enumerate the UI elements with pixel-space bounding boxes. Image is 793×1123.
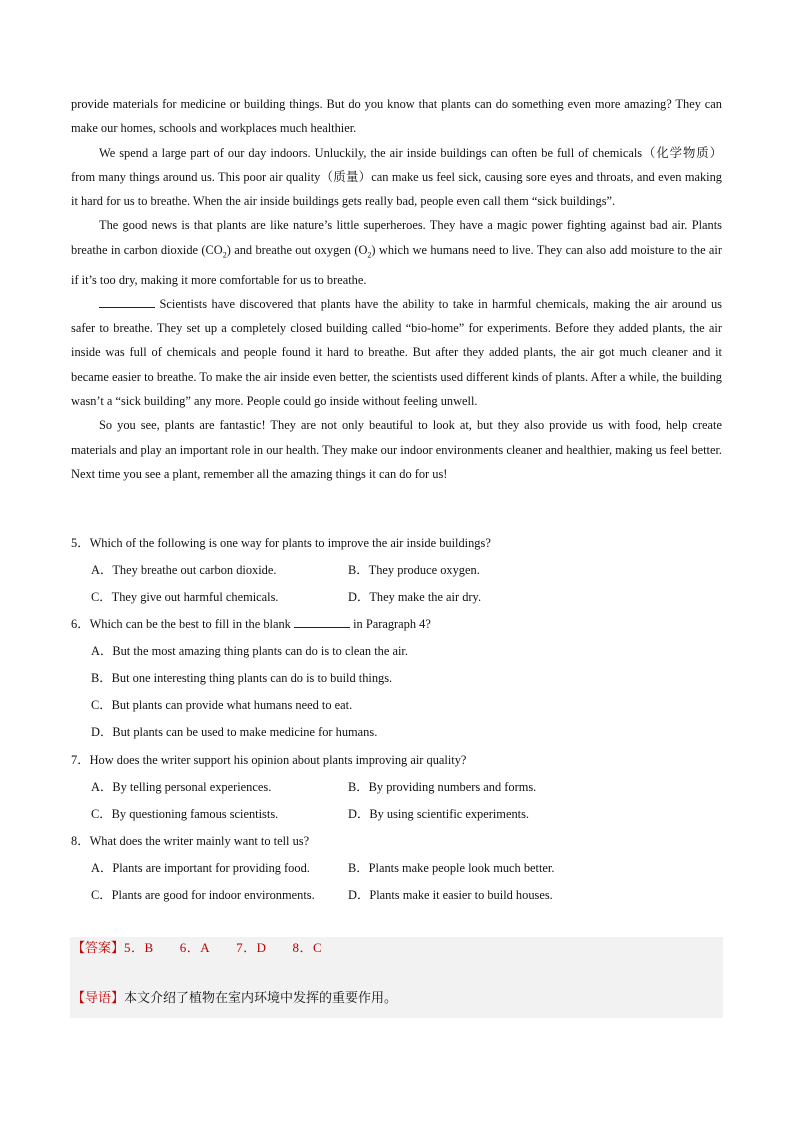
option-d[interactable]: D．By using scientific experiments. xyxy=(348,807,530,821)
paragraph-3-part-c: ) which we humans need to live. They can also add moisture to the air if it’s too dry, making it more comfortable for us to breathe. xyxy=(71,242,722,287)
o2-subscript: 2 xyxy=(367,250,372,260)
option-c[interactable]: C．Plants are good for indoor environments. xyxy=(91,888,315,902)
option-a[interactable]: A．They breathe out carbon dioxide. xyxy=(91,563,277,577)
answer-section xyxy=(70,937,723,1018)
guide-text: 本文介绍了植物在室内环境中发挥的重要作用。 xyxy=(124,991,398,1006)
answer-8: 8．C xyxy=(292,940,323,955)
option-c[interactable]: C．By questioning famous scientists. xyxy=(91,807,279,821)
question-5 xyxy=(71,530,722,611)
question-6 xyxy=(71,611,722,746)
blank-reference xyxy=(294,614,350,628)
answer-5: 5．B xyxy=(124,940,154,955)
answer-6: 6．A xyxy=(179,940,211,955)
answer-values xyxy=(124,940,348,955)
fill-in-blank[interactable] xyxy=(99,294,155,308)
question-stem: 7．How does the writer support his opinion about plants improving air quality? xyxy=(71,753,467,767)
option-b[interactable]: B．By providing numbers and forms. xyxy=(348,780,537,794)
paragraph-1: provide materials for medicine or building things. But do you know that plants can do something even more amazing? They can make our homes, schools and workplaces much healthier. xyxy=(71,97,722,136)
option-b[interactable]: B．They produce oxygen. xyxy=(348,563,480,577)
paragraph-2: We spend a large part of our day indoors. Unluckily, the air inside buildings can often be full of chemicals（化学物质）from many things around us. This poor air quality（质量）can make us feel sick, causing sore eyes and throats, and even making it hard for us to breathe. When the air inside buildings gets really bad, people even call them “sick buildings”. xyxy=(71,145,722,209)
answer-label: 【答案】 xyxy=(72,941,125,956)
option-c[interactable]: C．They give out harmful chemicals. xyxy=(91,590,279,604)
paragraph-3-part-b: ) and breathe out oxygen (O xyxy=(226,242,368,257)
question-stem-part-b: in Paragraph 4? xyxy=(349,617,431,631)
paragraph-3-part-a: The good news is that plants are like nature’s little superheroes. They have a magic power fighting against bad air. Plants breathe in carbon dioxide (CO xyxy=(71,218,722,257)
paragraph-3 xyxy=(71,213,722,291)
option-c[interactable]: C．But plants can provide what humans need to eat. xyxy=(91,698,353,712)
question-8 xyxy=(71,828,722,909)
guide-label: 【导语】 xyxy=(72,991,125,1006)
option-a[interactable]: A．By telling personal experiences. xyxy=(91,780,272,794)
question-stem: 8．What does the writer mainly want to tell us? xyxy=(71,834,310,848)
option-b[interactable]: B．But one interesting thing plants can do is to build things. xyxy=(91,671,393,685)
answer-7: 7．D xyxy=(236,940,267,955)
question-stem: 5．Which of the following is one way for plants to improve the air inside buildings? xyxy=(71,536,491,550)
paragraph-4-text: Scientists have discovered that plants have the ability to take in harmful chemicals, making the air around us safer to breathe. They set up a completely closed building called “bio-home” for experiments. Before they added plants, the air inside was full of chemicals and people found it hard to breathe. But after they added plants, the air got much cleaner and it became easier to breathe. To make the air inside even better, the scientists used different kinds of plants. After a while, the building wasn’t a “sick building” any more. People could go inside without feeling unwell. xyxy=(71,296,722,409)
paragraph-4 xyxy=(71,292,722,413)
option-d[interactable]: D．They make the air dry. xyxy=(348,590,482,604)
reading-passage xyxy=(71,92,722,486)
option-d[interactable]: D．But plants can be used to make medicine for humans. xyxy=(91,725,378,739)
question-7 xyxy=(71,747,722,828)
option-a[interactable]: A．Plants are important for providing food. xyxy=(91,861,310,875)
option-b[interactable]: B．Plants make people look much better. xyxy=(348,861,555,875)
answer-key xyxy=(72,938,348,959)
question-stem-part-a: 6．Which can be the best to fill in the blank xyxy=(71,617,294,631)
question-stem xyxy=(71,611,722,638)
guide-line xyxy=(72,989,397,1009)
option-d[interactable]: D．Plants make it easier to build houses. xyxy=(348,888,553,902)
co2-subscript: 2 xyxy=(222,250,227,260)
paragraph-5: So you see, plants are fantastic! They are not only beautiful to look at, but they also provide us with food, help create materials and play an important role in our health. They make our indoor environments cleaner and healthier, making us feel better. Next time you see a plant, remember all the amazing things it can do for us! xyxy=(71,418,722,481)
option-a[interactable]: A．But the most amazing thing plants can do is to clean the air. xyxy=(91,644,408,658)
